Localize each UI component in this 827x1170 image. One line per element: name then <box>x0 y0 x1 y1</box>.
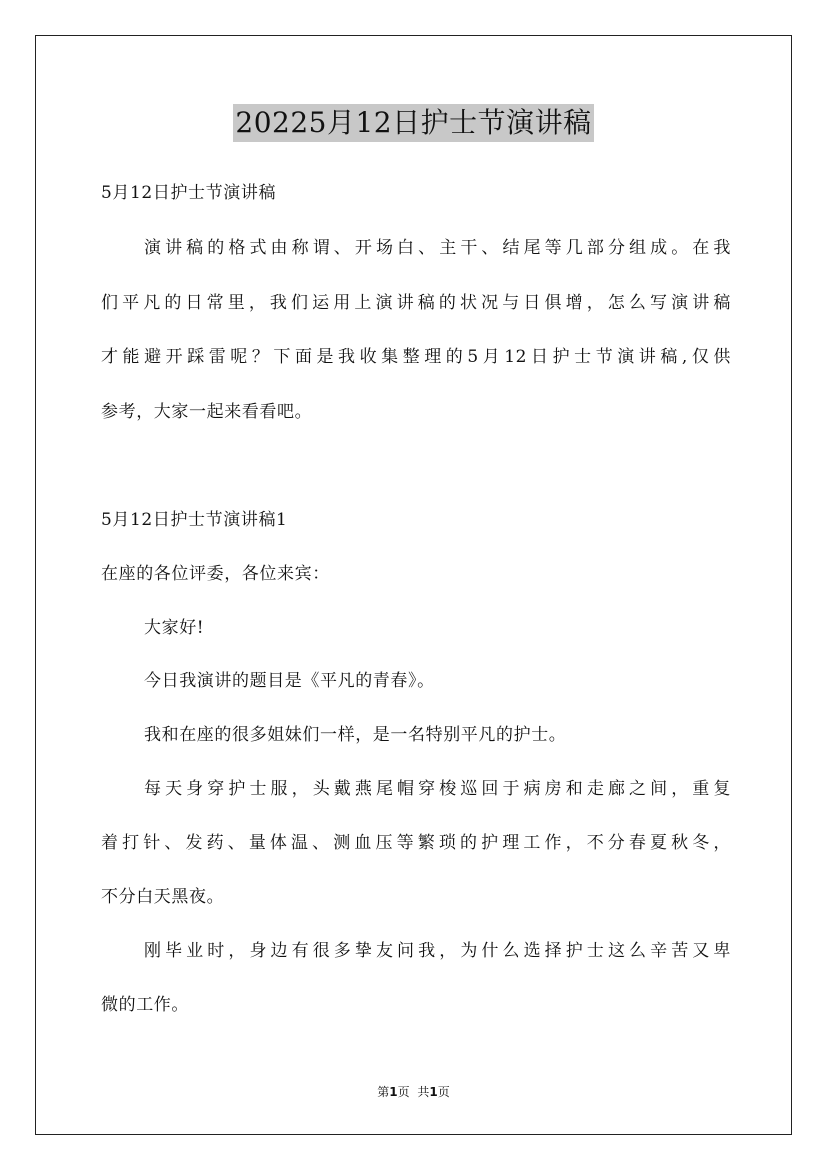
greeting: 大家好! <box>144 618 205 638</box>
body-paragraph-3-line-2: 着打针、发药、量体温、测血压等繁琐的护理工作，不分春夏秋冬， <box>101 833 731 853</box>
body-paragraph-1: 今日我演讲的题目是《平凡的青春》。 <box>144 671 435 691</box>
intro-line-2: 们平凡的日常里，我们运用上演讲稿的状况与日俱增，怎么写演讲稿 <box>101 293 731 313</box>
salutation: 在座的各位评委，各位来宾： <box>101 564 330 584</box>
page-footer <box>0 1084 827 1100</box>
page-number: 1 <box>389 1085 398 1099</box>
body-paragraph-4-line-2: 微的工作。 <box>101 995 189 1015</box>
section-heading: 5月12日护士节演讲稿1 <box>101 510 288 530</box>
intro-line-3: 才能避开踩雷呢？下面是我收集整理的5月12日护士节演讲稿,仅供 <box>101 347 731 367</box>
total-pages: 1 <box>429 1085 438 1099</box>
document-title: 20225月12日护士节演讲稿 <box>233 104 593 142</box>
body-paragraph-2: 我和在座的很多姐妹们一样，是一名特别平凡的护士。 <box>144 725 567 745</box>
body-paragraph-3-line-1: 每天身穿护士服，头戴燕尾帽穿梭巡回于病房和走廊之间，重复 <box>144 779 731 799</box>
total-label-prefix: 共 <box>417 1085 430 1099</box>
intro-line-4: 参考，大家一起来看看吧。 <box>101 402 313 422</box>
body-paragraph-4-line-1: 刚毕业时，身边有很多挚友问我，为什么选择护士这么辛苦又卑 <box>144 941 731 961</box>
page-label-suffix: 页 <box>397 1085 410 1099</box>
subtitle: 5月12日护士节演讲稿 <box>101 183 277 203</box>
total-label-suffix: 页 <box>437 1085 450 1099</box>
title-container <box>0 104 827 142</box>
intro-line-1: 演讲稿的格式由称谓、开场白、主干、结尾等几部分组成。在我 <box>144 238 731 258</box>
body-paragraph-3-line-3: 不分白天黑夜。 <box>101 887 225 907</box>
page-label-prefix: 第 <box>377 1085 390 1099</box>
